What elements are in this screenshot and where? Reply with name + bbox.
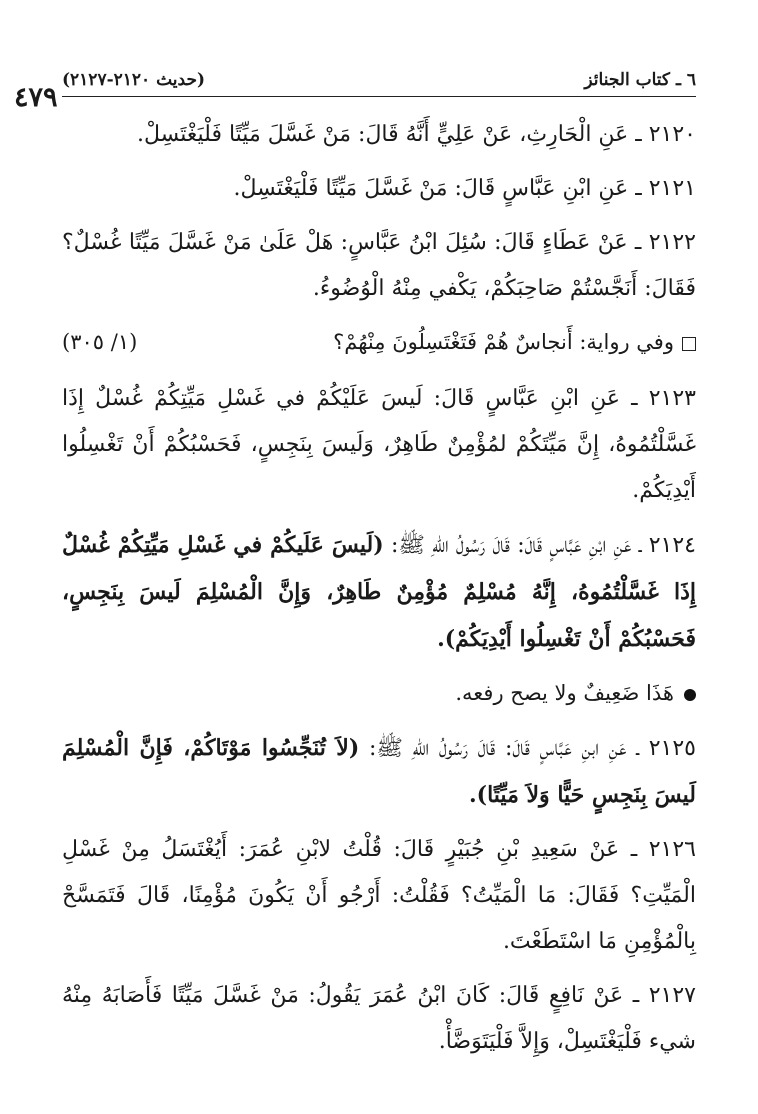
square-bullet-icon <box>682 337 696 351</box>
hadith-2125-intro: ٢١٢٥ ـ عَنِ ابنِ عَبَّاسٍ قَالَ: قَالَ رَسُولُ اللهِ ﷺ: <box>359 736 696 761</box>
bullet-dot-icon <box>684 689 696 701</box>
hadith-2127: ٢١٢٧ ـ عَنْ نَافِعٍ قَالَ: كَانَ ابْنُ عُمَرَ يَقُولُ: مَنْ غَسَّلَ مَيِّتًا فَأَصَابَهُ مِنْهُ شيء فَلْيَغْتَسِلْ، وَإِلاَّ فَلْيَتَوَضَّأْ. <box>62 983 696 1054</box>
hadith-2124 <box>62 522 696 663</box>
chapter-title: ٦ ـ كتاب الجنائز <box>584 70 696 90</box>
hadith-2124-intro: ٢١٢٤ ـ عَنِ ابْنِ عَبَّاسٍ قَالَ: قَالَ رَسُولُ اللهِ ﷺ: <box>383 533 696 558</box>
grading-text: هَذَا ضَعِيفٌ ولا يصح رفعه. <box>455 681 674 705</box>
hadith-2124-body: (لَيسَ عَلَيكُمْ في غَسْلِ مَيِّتِكُمْ غُسْلٌ إِذَا غَسَّلْتُمُوهُ، إِنَّهُ مُسْلِمٌ مُؤْمِنٌ طَاهِرٌ، وَإِنَّ الْمُسْلِمَ لَيسَ بِنَجِسٍ، فَحَسْبُكُمْ أَنْ تَغْسِلُوا أَيْدِيَكُمْ). <box>62 532 696 652</box>
grading-note <box>62 671 696 715</box>
header-rule <box>62 96 696 97</box>
hadith-2125-body: (لاَ تُنَجِّسُوا مَوْتَاكُمْ، فَإِنَّ الْمُسْلِمَ لَيسَ بِنَجِسٍ حَيًّا وَلاَ مَيِّتًا). <box>62 735 696 808</box>
hadith-2123: ٢١٢٣ ـ عَنِ ابْنِ عَبَّاسٍ قَالَ: لَيسَ عَلَيْكُمْ في غَسْلِ مَيِّتِكُمْ غُسْلٌ إِذَا غَسَّلْتُمُوهُ، إِنَّ مَيِّتَكُمْ لمُؤْمِنٌ طَاهِرٌ، وَلَيسَ بِنَجِسٍ، فَحَسْبُكُمْ أَنْ تَغْسِلُوا أَيْدِيَكُمْ. <box>62 386 696 503</box>
page-body <box>62 112 696 1073</box>
hadith-2120: ٢١٢٠ ـ عَنِ الْحَارِثِ، عَنْ عَلِيٍّ أَنَّهُ قَالَ: مَنْ غَسَّلَ مَيِّتًا فَلْيَغْتَسِلْ. <box>137 122 696 147</box>
hadith-2126: ٢١٢٦ ـ عَنْ سَعِيدِ بْنِ جُبَيْرٍ قَالَ: قُلْتُ لابْنِ عُمَرَ: أَيُغْتَسَلُ مِنْ غَسْلِ الْمَيِّتِ؟ فَقَالَ: مَا الْمَيِّتُ؟ فَقُلْتُ: أَرْجُو أَنْ يَكُونَ مُؤْمِنًا، قَالَ فَتَمَسَّحْ بِالْمُؤْمِنِ مَا اسْتَطَعْتَ. <box>62 837 696 954</box>
hadith-range: (حديث ٢١٢٠-٢١٢٧) <box>62 70 205 90</box>
running-header <box>62 60 696 90</box>
variant-note-text-wrap <box>333 320 696 364</box>
page-number: ٤٧٩ <box>14 82 58 113</box>
variant-note <box>62 320 696 364</box>
hadith-2122: ٢١٢٢ ـ عَنْ عَطَاءٍ قَالَ: سُئِلَ ابْنُ عَبَّاسٍ: هَلْ عَلَىٰ مَنْ غَسَّلَ مَيِّتًا غُسْلٌ؟ فَقَالَ: أَنَجَّسْتُمْ صَاحِبَكُمْ، يَكْفي مِنْهُ الْوُضُوءُ. <box>62 230 696 301</box>
hadith-2125 <box>62 725 696 819</box>
hadith-2121: ٢١٢١ ـ عَنِ ابْنِ عَبَّاسٍ قَالَ: مَنْ غَسَّلَ مَيِّتًا فَلْيَغْتَسِلْ. <box>233 176 696 201</box>
variant-note-text: وفي رواية: أَنجاسٌ هُمْ فَتَغْتَسِلُونَ مِنْهُمْ؟ <box>333 330 674 354</box>
variant-note-reference: (١/ ٣٠٥) <box>62 330 138 354</box>
